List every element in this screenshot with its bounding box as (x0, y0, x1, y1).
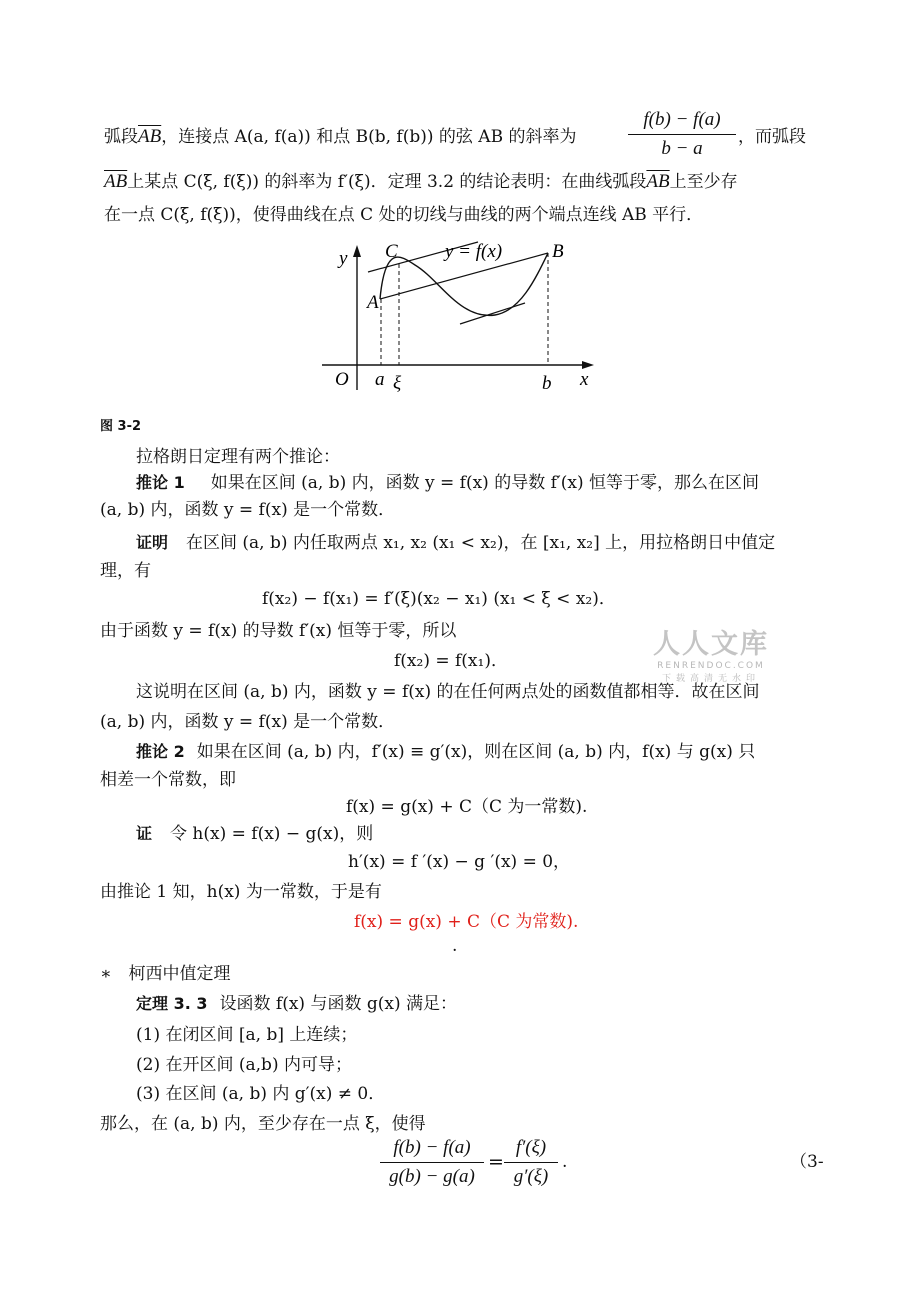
theorem-body: 设函数 f(x) 与函数 g(x) 满足： (219, 994, 457, 1014)
equation-equal-values: f(x₂) = f(x₁)． (394, 651, 508, 671)
cauchy-fraction-left (380, 1136, 484, 1189)
arc-ab: $\overline{AB}$ (646, 171, 670, 192)
label-xi: ξ (393, 373, 402, 394)
figure-3-2 (0, 235, 920, 405)
proof-1 (136, 531, 775, 555)
paragraph-derivative-zero: 由于函数 y = f(x) 的导数 f′(x) 恒等于零，所以 (100, 621, 457, 641)
label-origin: O (335, 369, 349, 390)
paragraph-conclusion: 这说明在区间 (a, b) 内，函数 y = f(x) 的在任何两点处的函数值都相等．故在区间 (136, 682, 760, 702)
label-a: a (375, 369, 385, 390)
corollary-1-title: 推论 1 (136, 473, 185, 492)
equals-sign: = (488, 1151, 504, 1173)
paragraph-then: 那么，在 (a, b) 内，至少存在一点 ξ，使得 (100, 1114, 426, 1134)
proof-1-cont: 理，有 (100, 561, 151, 581)
section-title: ∗ 柯西中值定理 (100, 964, 231, 984)
fraction-bar (628, 134, 736, 135)
watermark (636, 622, 786, 684)
label-y: y (339, 248, 348, 269)
paragraph-corollaries: 拉格朗日定理有两个推论： (136, 447, 340, 467)
paragraph-from-corollary: 由推论 1 知，h(x) 为一常数，于是有 (100, 882, 382, 902)
arc-ab: $\overline{AB}$ (138, 126, 162, 147)
corollary-1 (136, 471, 759, 495)
corollary-2-body: 如果在区间 (a, b) 内，f′(x) ≡ g′(x)，则在区间 (a, b) 内，f(x) 与 g(x) 只 (196, 742, 756, 762)
fraction-bar (380, 1162, 484, 1163)
equation-h-prime: h′(x) = f ′(x) − g ′(x) = 0， (348, 852, 571, 872)
fraction-bar (504, 1162, 558, 1163)
stray-dot: . (452, 936, 458, 956)
fraction-numerator: f(b) − f(a) (393, 1137, 471, 1158)
label-x: x (580, 369, 589, 390)
intro-line-2 (104, 170, 738, 194)
fraction-denominator: g′(ξ) (513, 1166, 549, 1187)
intro-text: 上至少存 (669, 172, 738, 192)
theorem-title: 定理 3. 3 (136, 994, 208, 1013)
corollary-2 (136, 740, 755, 764)
intro-text: ，连接点 A(a, f(a)) 和点 B(b, f(b)) 的弦 AB 的斜率为 (161, 127, 577, 147)
condition-3: (3) 在区间 (a, b) 内 g′(x) ≠ 0． (136, 1084, 386, 1104)
paragraph-conclusion-cont: (a, b) 内，函数 y = f(x) 是一个常数． (100, 712, 396, 732)
proof-2-title: 证 (136, 824, 153, 843)
proof-title: 证明 (136, 533, 169, 552)
proof-2-body: 令 h(x) = f(x) − g(x)，则 (170, 824, 374, 844)
fraction-denominator: b − a (661, 138, 703, 159)
corollary-1-cont: (a, b) 内，函数 y = f(x) 是一个常数． (100, 500, 396, 520)
watermark-tagline: 下载高清无水印 (661, 674, 760, 684)
corollary-2-cont: 相差一个常数，即 (100, 770, 236, 790)
label-b: b (542, 373, 552, 394)
label-a-point: A (367, 292, 379, 313)
equation-period: . (562, 1152, 568, 1172)
equation-lagrange: f(x₂) − f(x₁) = f′(ξ)(x₂ − x₁) (x₁ < ξ < x₂)． (262, 589, 616, 609)
proof-body: 在区间 (a, b) 内任取两点 x₁, x₂ (x₁ < x₂)，在 [x₁, x₂] 上，用拉格朗日中值定 (186, 533, 776, 553)
figure-caption: 图 3-2 (100, 419, 142, 434)
equation-highlighted: f(x) = g(x) + C（C 为常数). (354, 912, 579, 932)
watermark-logo-text: 人人文库 (653, 629, 769, 660)
tangent-at-min (460, 303, 525, 324)
condition-2: (2) 在开区间 (a,b) 内可导； (136, 1055, 352, 1075)
fraction-numerator: f(b) − f(a) (643, 109, 721, 130)
equation-number: （3- (790, 1152, 824, 1172)
condition-1: (1) 在闭区间 [a, b] 上连续； (136, 1025, 358, 1045)
corollary-2-title: 推论 2 (136, 742, 185, 761)
intro-text: 上某点 C(ξ, f(ξ)) 的斜率为 f′(ξ)．定理 3.2 的结论表明：在曲线弧段 (127, 172, 647, 192)
proof-2 (136, 822, 373, 846)
label-b-point: B (552, 241, 564, 262)
intro-text: 弧段 (104, 127, 138, 147)
equation-constant-difference: f(x) = g(x) + C（C 为一常数). (346, 797, 588, 817)
label-c: C (385, 241, 398, 262)
cauchy-fraction-right (504, 1136, 558, 1189)
y-axis-arrow (353, 245, 361, 257)
label-function: y = f(x) (445, 241, 503, 262)
intro-line-3: 在一点 C(ξ, f(ξ))，使得曲线在点 C 处的切线与曲线的两个端点连线 AB 平行． (104, 205, 704, 225)
arc-ab: $\overline{AB}$ (104, 171, 128, 192)
watermark-domain: RENRENDOC.COM (657, 661, 765, 671)
intro-line-1-end: ，而弧段 (738, 127, 806, 147)
intro-line-1 (104, 125, 576, 149)
fraction-denominator: g(b) − g(a) (389, 1166, 475, 1187)
slope-fraction (628, 108, 736, 161)
theorem-3-3 (136, 992, 457, 1016)
corollary-1-body: 如果在区间 (a, b) 内，函数 y = f(x) 的导数 f′(x) 恒等于零，那么在区间 (210, 473, 760, 493)
fraction-numerator: f′(ξ) (515, 1137, 547, 1158)
x-axis-arrow (582, 361, 594, 369)
